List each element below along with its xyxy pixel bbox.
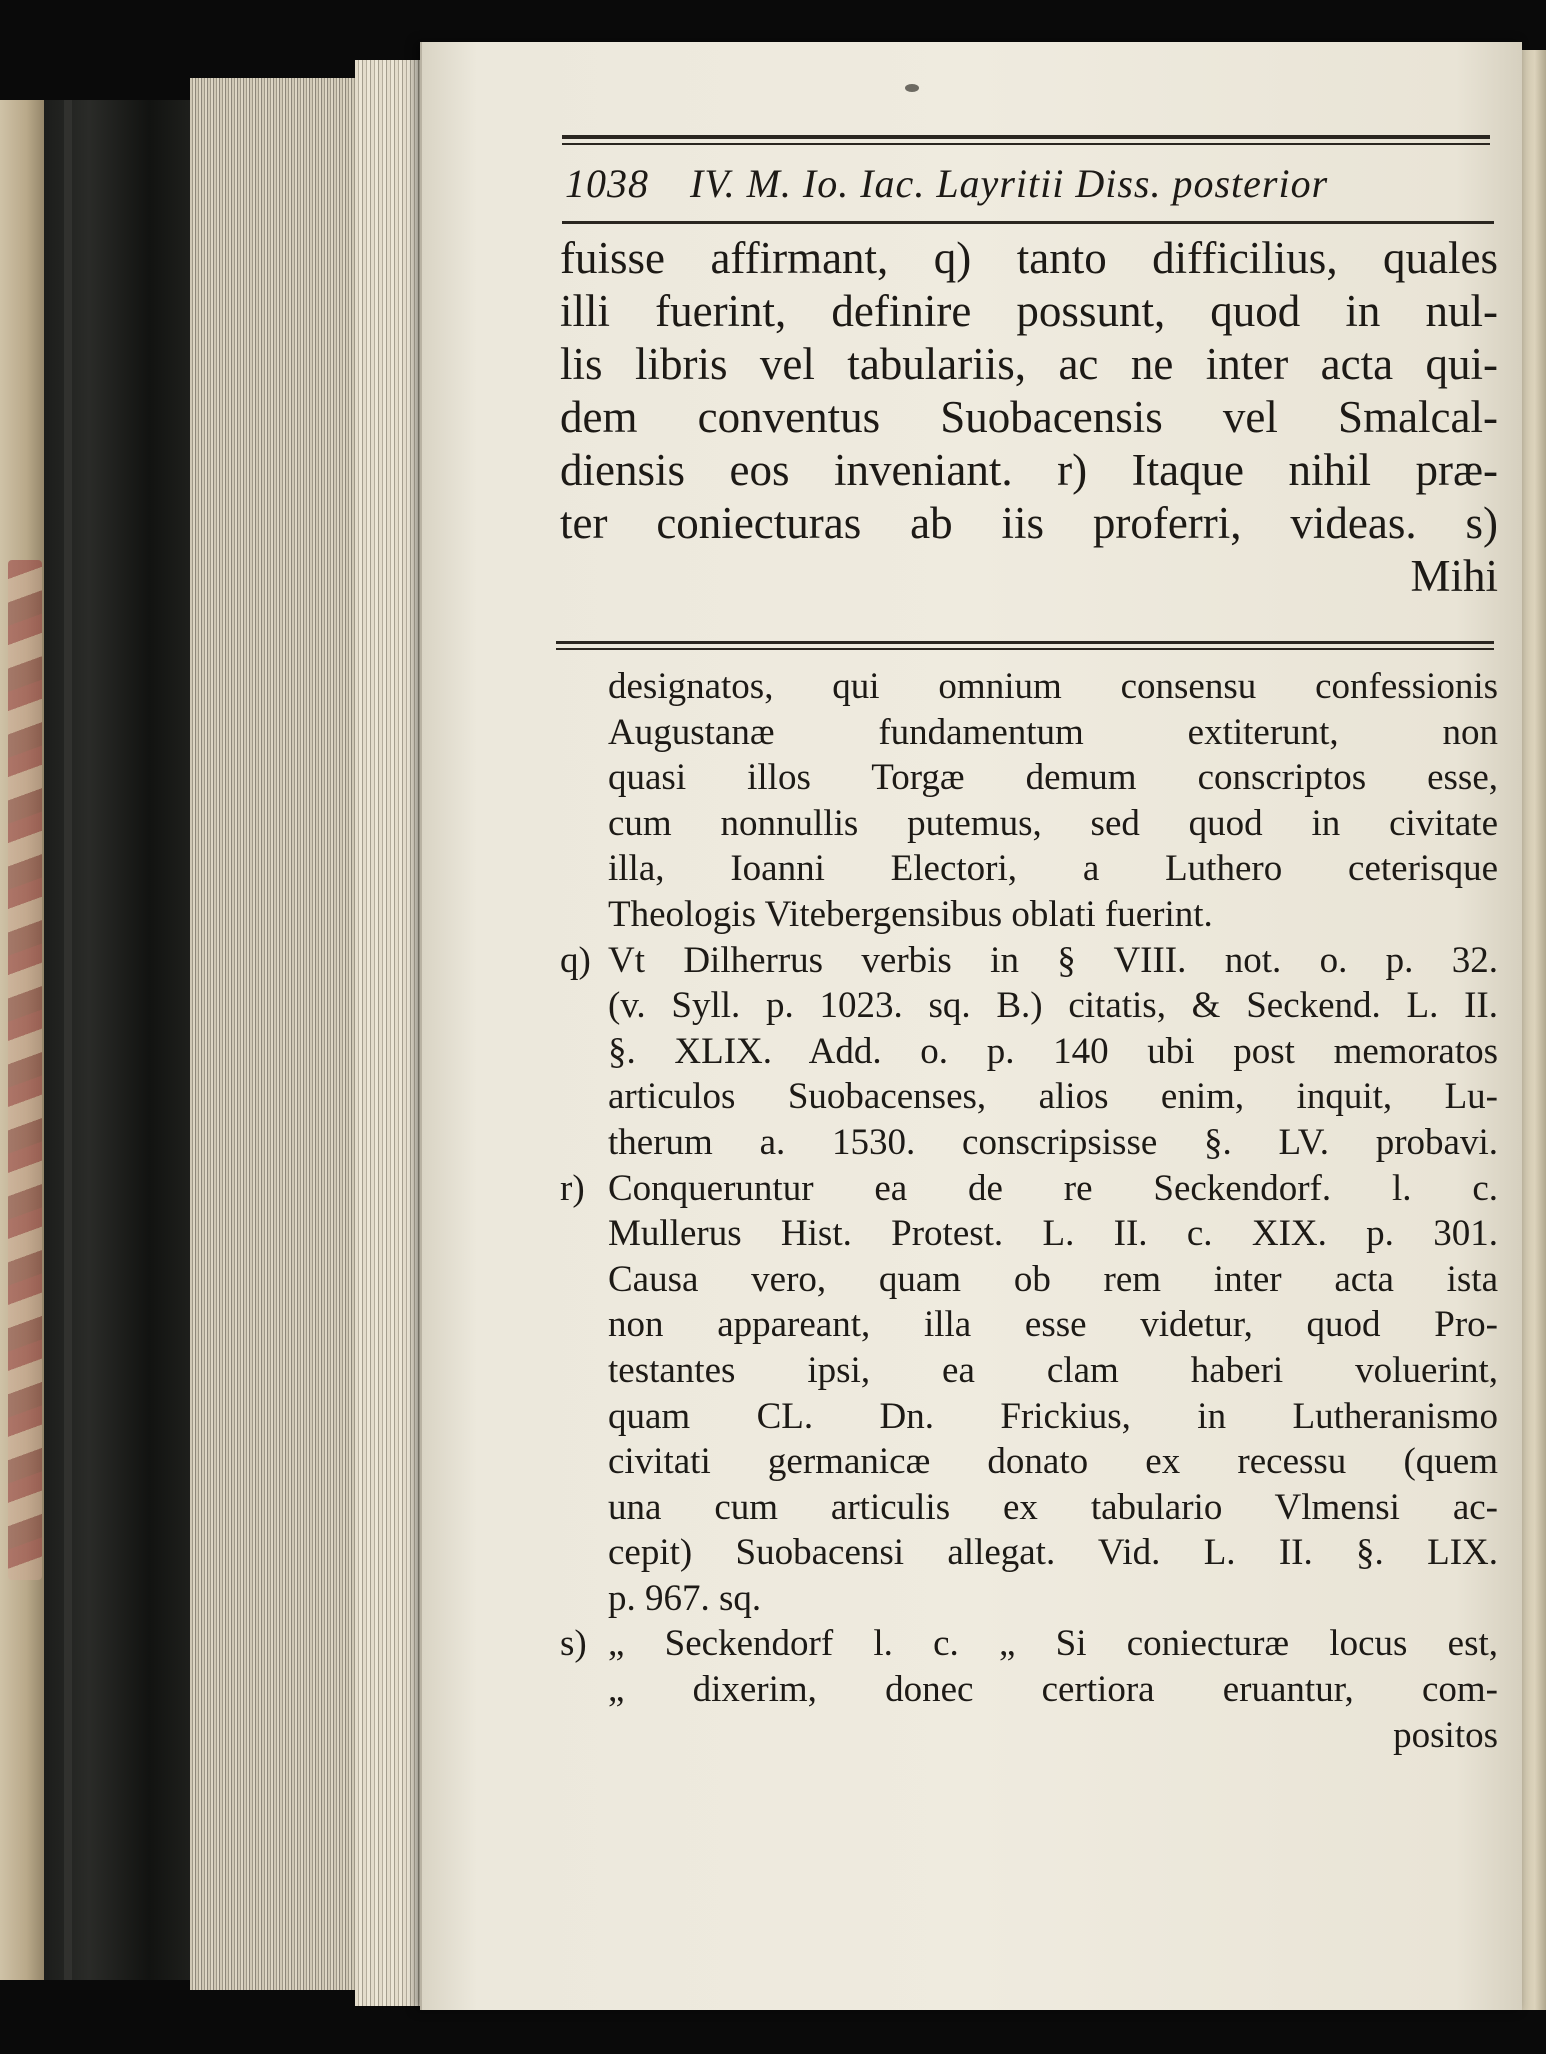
footnote-rule-thin <box>556 648 1494 650</box>
running-head-title: IV. M. Io. Iac. Layritii Diss. posterior <box>690 161 1329 206</box>
facing-page-edge <box>1518 50 1546 2010</box>
footnote-line: civitati germanicæ donato ex recessu (quem <box>608 1441 1498 1483</box>
main-text-line: dem conventus Suobacensis vel Smalcal- <box>560 392 1498 442</box>
footnote-line: illa, Ioanni Electori, a Luthero ceterisque <box>608 848 1498 890</box>
footnote-line: Mullerus Hist. Protest. L. II. c. XIX. p. 301. <box>608 1213 1498 1255</box>
footnote-line: quam CL. Dn. Frickius, in Lutheranismo <box>608 1395 1498 1437</box>
footnote-s-line <box>560 1621 1498 1667</box>
footnote-marker-q: q) <box>560 939 591 981</box>
main-text-line: diensis eos inveniant. r) Itaque nihil præ- <box>560 445 1498 495</box>
footnotes <box>560 664 1498 1758</box>
footnote-line: testantes ipsi, ea clam haberi voluerint, <box>608 1349 1498 1391</box>
footnote-line: quasi illos Torgæ demum conscriptos esse, <box>608 757 1498 799</box>
catchword: Mihi <box>1410 551 1498 601</box>
footnote-marker-r: r) <box>560 1167 585 1209</box>
footnote-line: p. 967. sq. <box>608 1577 762 1619</box>
footnote-text: Conqueruntur ea de re Seckendorf. l. c. <box>608 1167 1498 1209</box>
page-number: 1038 <box>565 161 649 206</box>
marbled-cover <box>8 560 42 1580</box>
footnote-line: non appareant, illa esse videtur, quod Pro- <box>608 1304 1498 1346</box>
footnote-catchword: positos <box>1393 1714 1498 1756</box>
footnote-line: designatos, qui omnium consensu confessionis <box>608 666 1498 707</box>
footnote-line: Theologis Vitebergensibus oblati fuerint. <box>608 893 1213 935</box>
top-rule-thin <box>562 143 1490 145</box>
footnote-line: una cum articulis ex tabulario Vlmensi ac- <box>608 1486 1498 1528</box>
footnote-q-line <box>560 938 1498 984</box>
main-text-line: illi fuerint, definire possunt, quod in nul- <box>560 286 1498 336</box>
footnote-line: cum nonnullis putemus, sed quod in civitate <box>608 802 1498 844</box>
footnote-line: Causa vero, quam ob rem inter acta ista <box>608 1258 1498 1300</box>
footnote-line: Augustanæ fundamentum extiterunt, non <box>608 711 1498 753</box>
top-rule-thick <box>562 135 1490 139</box>
footnote-line: articulos Suobacenses, alios enim, inquit, Lu- <box>608 1076 1498 1118</box>
main-text-line: lis libris vel tabulariis, ac ne inter acta qui- <box>560 339 1498 389</box>
running-head <box>565 160 1495 207</box>
footnote-line: §. XLIX. Add. o. p. 140 ubi post memoratos <box>608 1030 1498 1072</box>
footnote-line: „ dixerim, donec certiora eruantur, com- <box>608 1669 1498 1711</box>
footnote-line: (v. Syll. p. 1023. sq. B.) citatis, & Seckend. L. II. <box>608 985 1498 1027</box>
footnote-text: „ Seckendorf l. c. „ Si coniecturæ locus est, <box>608 1623 1498 1665</box>
footnote-r-line <box>560 1166 1498 1212</box>
main-text <box>560 232 1498 603</box>
footnote-rule-thick <box>556 641 1494 644</box>
main-text-line: fuisse affirmant, q) tanto difficilius, quales <box>560 233 1498 283</box>
main-text-line: ter coniecturas ab iis proferri, videas. s) <box>560 498 1498 548</box>
footnote-line: therum a. 1530. conscripsisse §. LV. probavi. <box>608 1121 1498 1163</box>
page-speck <box>905 84 919 92</box>
head-rule <box>562 221 1494 224</box>
footnote-marker-s: s) <box>560 1623 587 1665</box>
book-spine <box>44 100 194 1980</box>
footnote-text: Vt Dilherrus verbis in § VIII. not. o. p. 32. <box>608 939 1498 981</box>
footnote-line: cepit) Suobacensi allegat. Vid. L. II. §. LIX. <box>608 1532 1498 1574</box>
